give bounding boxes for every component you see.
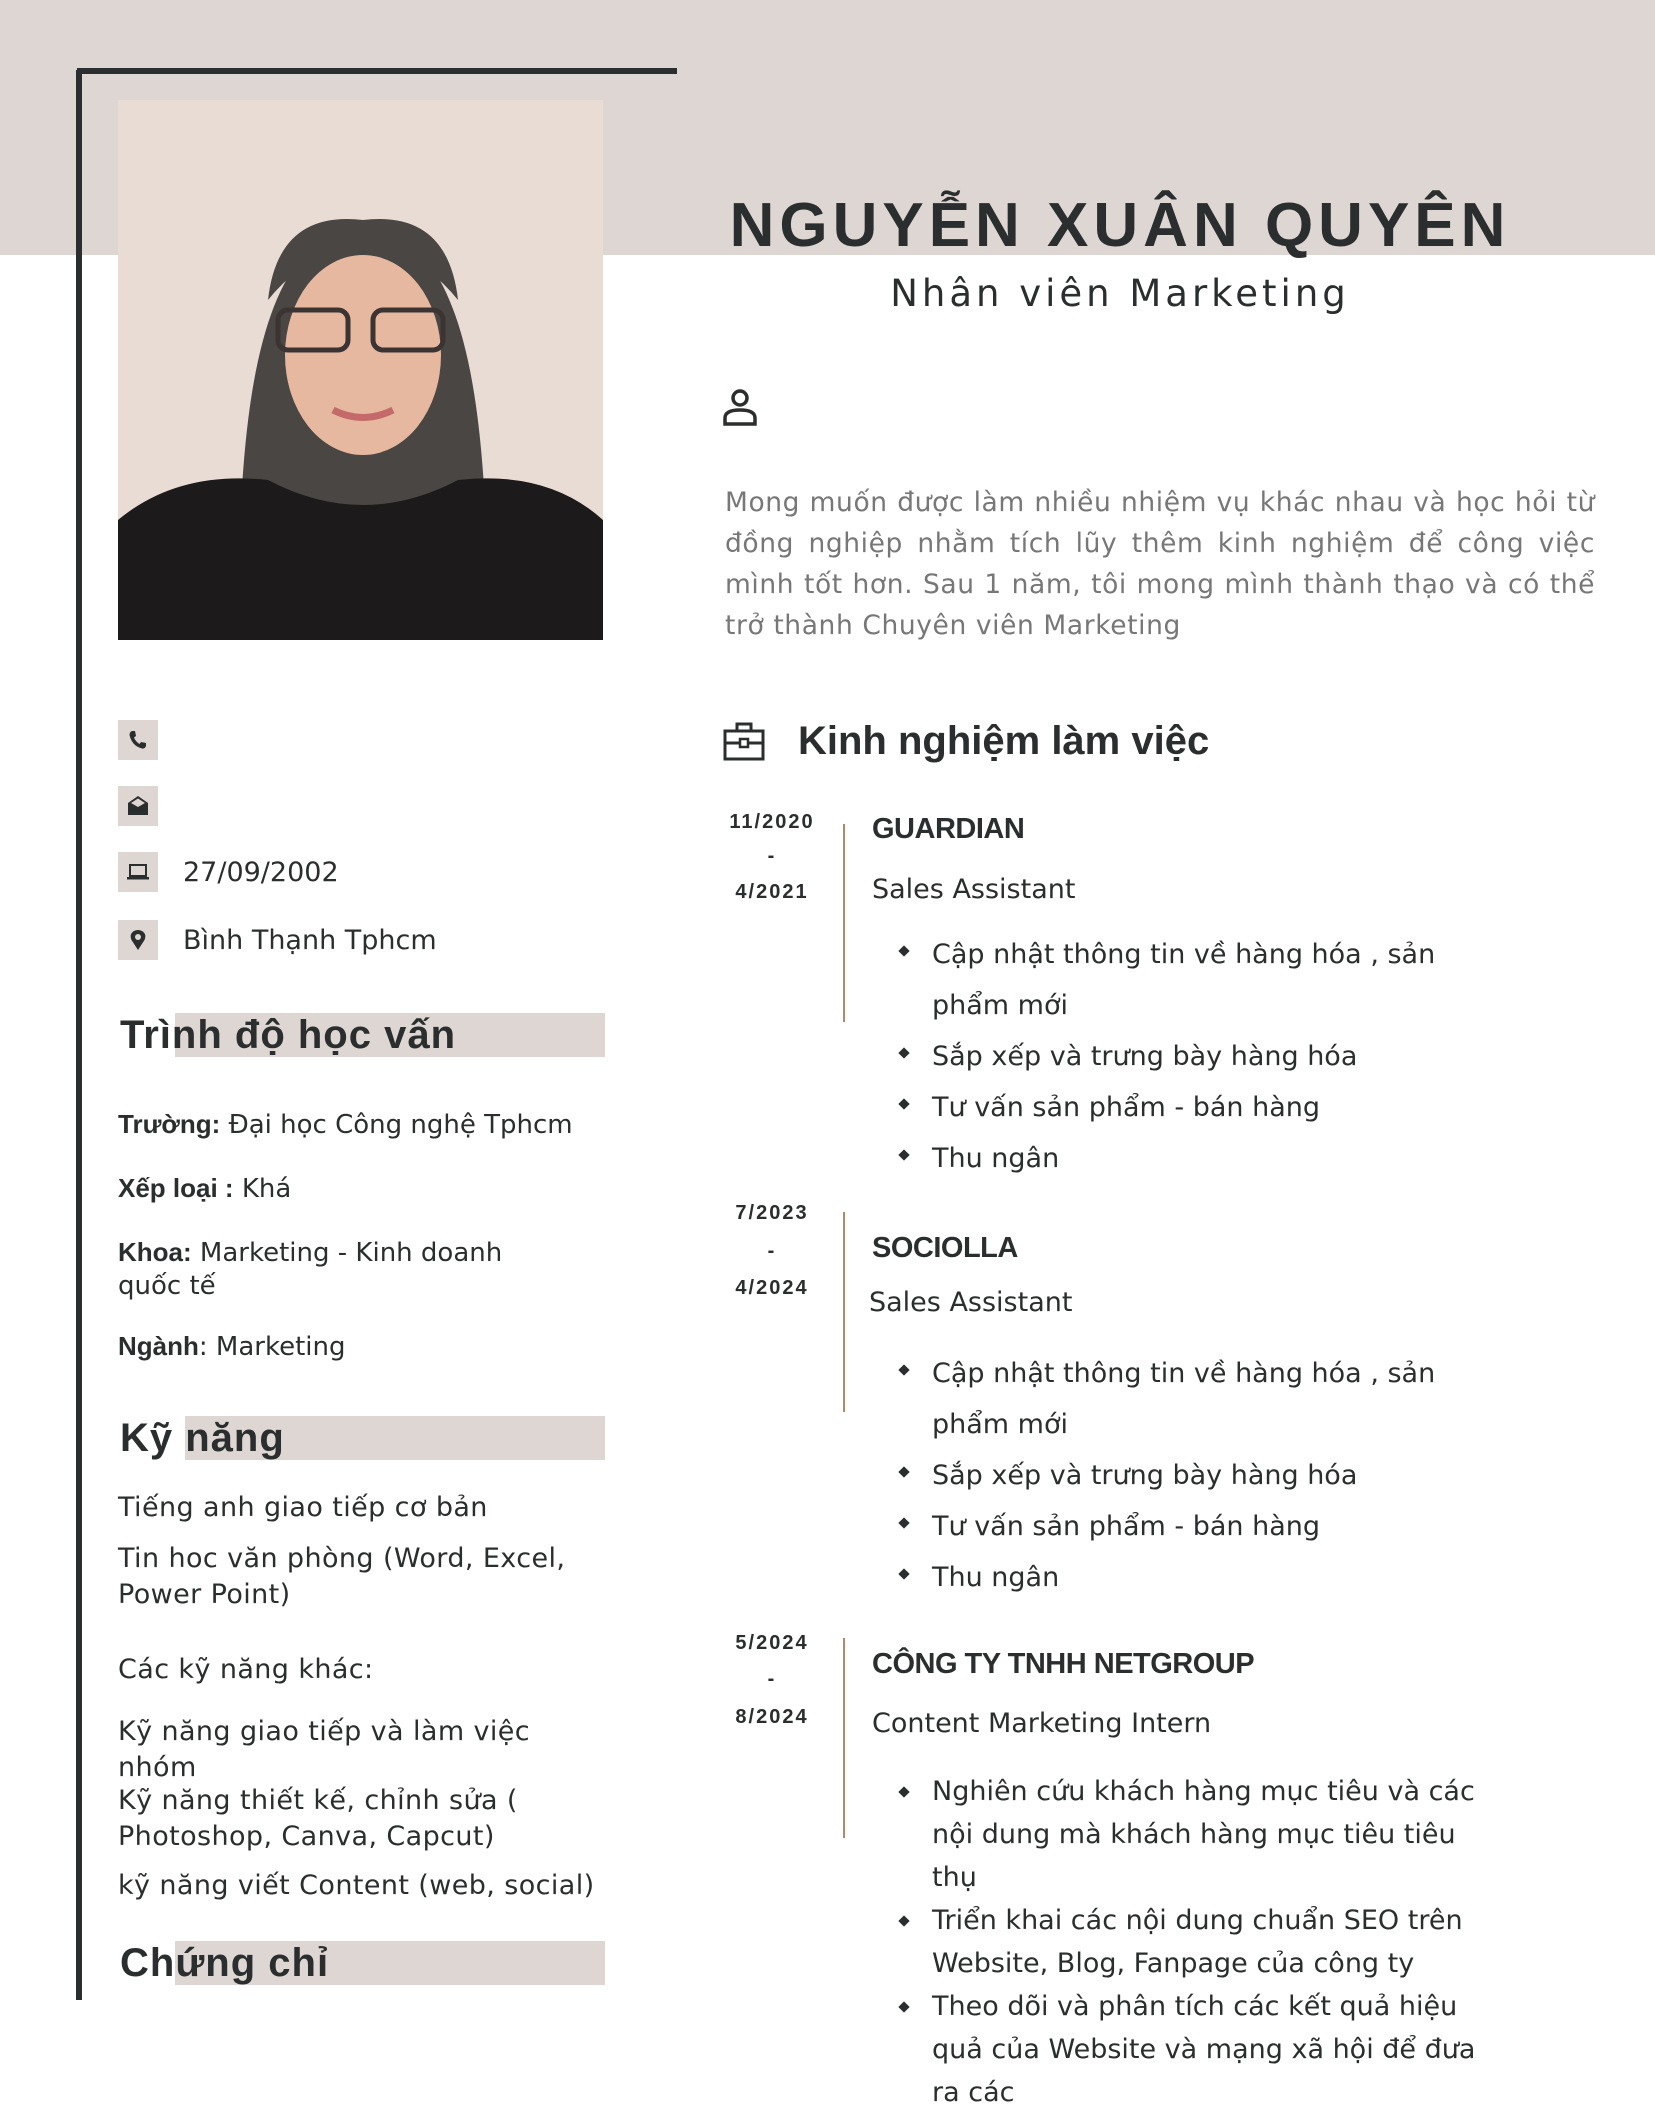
job-role: Content Marketing Intern (872, 1708, 1212, 1739)
skill-item: kỹ năng viết Content (web, social) (118, 1870, 595, 1901)
phone-icon (118, 720, 158, 760)
experience-heading: Kinh nghiệm làm việc (722, 716, 1209, 766)
timeline-line (843, 1638, 845, 1838)
contact-birthday (118, 852, 598, 892)
skill-item: Tiếng anh giao tiếp cơ bản (118, 1492, 488, 1523)
job-start-date: 7/2023 (735, 1202, 809, 1224)
timeline-line (843, 1212, 845, 1412)
job-task: Thu ngân (895, 1133, 1455, 1184)
job-task-list (895, 1770, 1495, 2114)
education-faculty: Khoa: Marketing - Kinh doanh quốc tế (118, 1237, 503, 1301)
contact-email (118, 786, 598, 826)
job-task: Sắp xếp và trưng bày hàng hóa (895, 1031, 1455, 1082)
envelope-open-icon (118, 786, 158, 826)
contact-address (118, 920, 598, 960)
job-start-date: 11/2020 (729, 811, 815, 833)
candidate-title: Nhân viên Marketing (890, 272, 1350, 315)
skill-item: Kỹ năng giao tiếp và làm việc nhóm (118, 1716, 531, 1783)
job-task: Cập nhật thông tin về hàng hóa , sản phẩm mới (895, 1348, 1455, 1450)
job-role: Sales Assistant (872, 874, 1076, 905)
education-major: Ngành: Marketing (118, 1331, 346, 1362)
summary-text: Mong muốn được làm nhiều nhiệm vụ khác nhau và học hỏi từ đồng nghiệp nhằm tích lũy thêm kinh nghiệm để công việc mình tốt hơn. Sau 1 năm, tôi mong mình thành thạo và có thể trở thành Chuyên viên Marketing (725, 487, 1595, 641)
job-task: Tư vấn sản phẩm - bán hàng (895, 1501, 1455, 1552)
job-task-list (895, 929, 1455, 1184)
job-task: Cập nhật thông tin về hàng hóa , sản phẩm mới (895, 929, 1455, 1031)
address-value: Bình Thạnh Tphcm (183, 924, 437, 956)
frame-left-line (76, 70, 82, 2000)
job-task: Triển khai các nội dung chuẩn SEO trên Website, Blog, Fanpage của công ty (895, 1899, 1495, 1985)
job-role: Sales Assistant (869, 1287, 1073, 1318)
job-end-date: 8/2024 (735, 1706, 809, 1728)
skill-item: Tin hoc văn phòng (Word, Excel, Power Point) (118, 1543, 566, 1610)
job-task: Theo dõi và phân tích các kết quả hiệu quả của Website và mạng xã hội để đưa ra các (895, 1985, 1495, 2114)
map-pin-icon (118, 920, 158, 960)
job-end-date: 4/2021 (735, 881, 809, 903)
job-company: SOCIOLLA (872, 1232, 1018, 1264)
education-heading: Trình độ học vấn (120, 1013, 605, 1057)
job-end-date: 4/2024 (735, 1277, 809, 1299)
job-task: Thu ngân (895, 1552, 1455, 1603)
profile-photo (118, 100, 603, 640)
job-date-separator: - (767, 1240, 777, 1262)
skills-heading: Kỹ năng (120, 1416, 605, 1460)
education-grade: Xếp loại : Khá (118, 1173, 292, 1204)
laptop-icon (118, 852, 158, 892)
frame-top-line (77, 68, 677, 74)
certificates-heading: Chứng chỉ (120, 1941, 605, 1985)
briefcase-icon (722, 719, 766, 763)
job-task: Nghiên cứu khách hàng mục tiêu và các nội dung mà khách hàng mục tiêu tiêu thụ (895, 1770, 1495, 1899)
birthday-value: 27/09/2002 (183, 856, 339, 888)
job-company: GUARDIAN (872, 813, 1025, 845)
job-task: Tư vấn sản phẩm - bán hàng (895, 1082, 1455, 1133)
job-task: Sắp xếp và trưng bày hàng hóa (895, 1450, 1455, 1501)
person-icon (722, 388, 758, 428)
job-date-separator: - (767, 1668, 777, 1690)
job-start-date: 5/2024 (735, 1632, 809, 1654)
job-company: CÔNG TY TNHH NETGROUP (872, 1648, 1255, 1680)
job-task-list (895, 1348, 1455, 1603)
contact-phone (118, 720, 598, 760)
skill-item: Các kỹ năng khác: (118, 1654, 374, 1685)
skill-item: Kỹ năng thiết kế, chỉnh sửa ( Photoshop, Canva, Capcut) (118, 1785, 518, 1852)
timeline-line (843, 824, 845, 1022)
candidate-name: NGUYỄN XUÂN QUYÊN (729, 191, 1511, 260)
education-school: Trường: Đại học Công nghệ Tphcm (118, 1109, 573, 1140)
job-date-separator: - (767, 845, 777, 867)
